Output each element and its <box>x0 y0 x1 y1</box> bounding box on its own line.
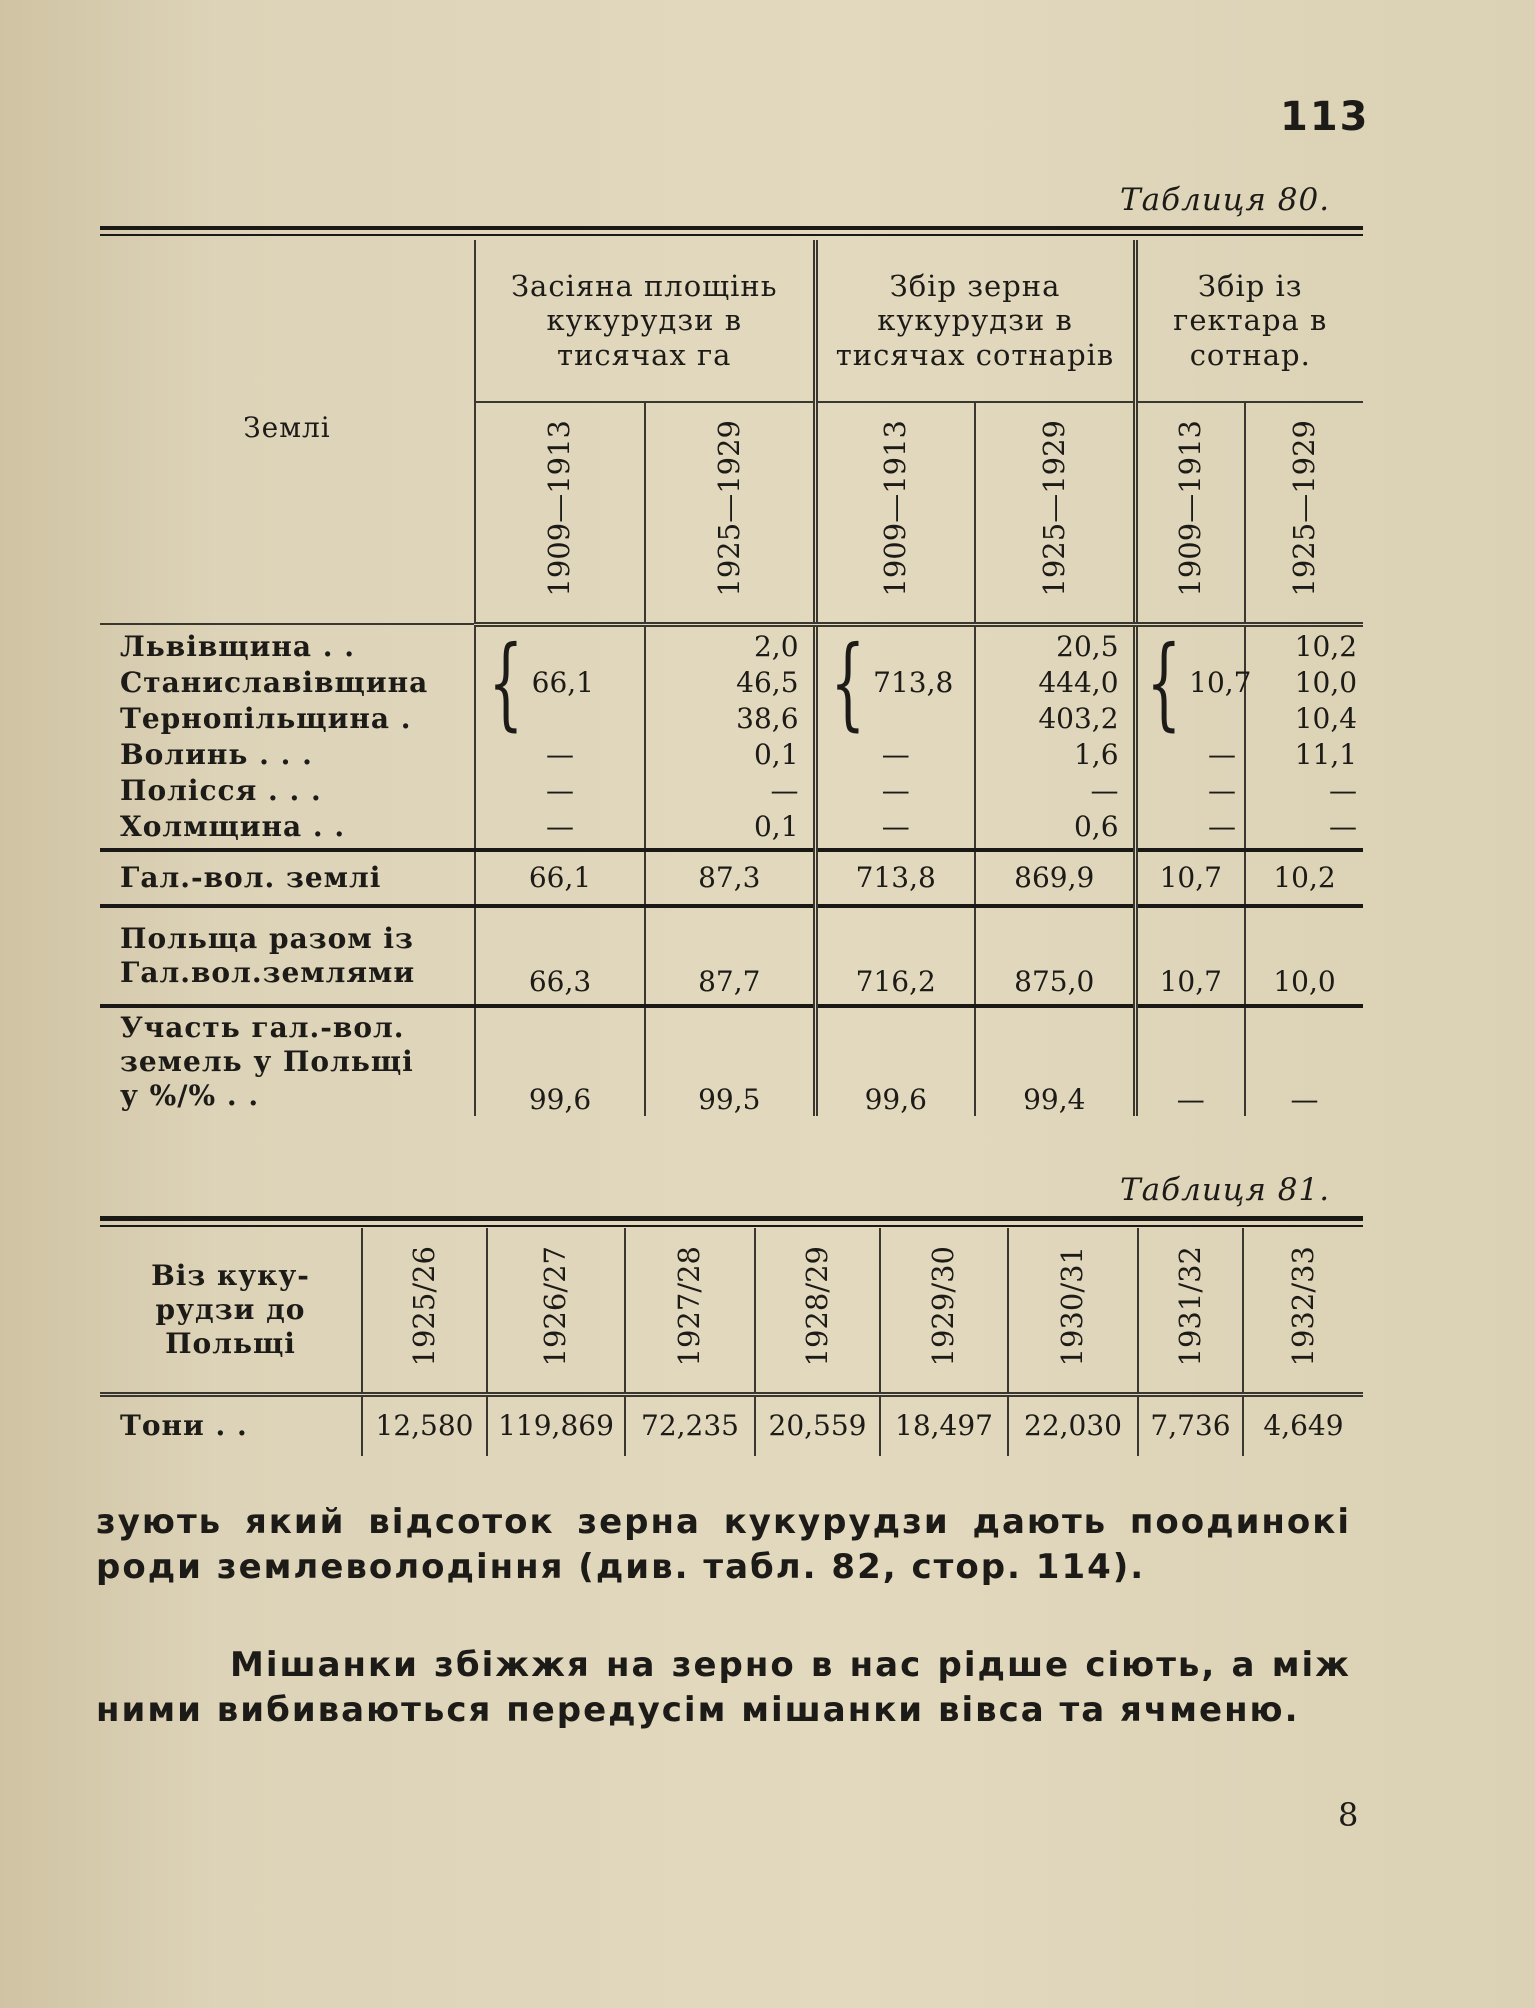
dash-value: — <box>881 810 910 844</box>
table-80-top-rule <box>100 226 1363 230</box>
row-label: Польща разом із <box>120 922 414 955</box>
region-polissia: Полісся . . . <box>120 773 322 807</box>
year-header: 1925/26 <box>406 1246 441 1367</box>
value-cell: 99,5 <box>645 1006 815 1116</box>
value-cell: 869,9 <box>975 850 1135 906</box>
value-cell: 713,8 <box>815 850 975 906</box>
harvest-value: — <box>1090 774 1119 808</box>
value-cell: 22,030 <box>1008 1394 1138 1456</box>
yield-value: 10,4 <box>1294 702 1358 736</box>
dash-value: — <box>881 774 910 808</box>
value-cell: — <box>1245 1006 1363 1116</box>
row-header: Віз куку- <box>151 1258 310 1292</box>
area-value: 0,1 <box>753 738 799 772</box>
row-label: Гал.вол.землями <box>120 956 416 989</box>
harvest-1925-cell <box>975 624 1135 850</box>
body-paragraph-1: зують який відсоток зерна кукурудзи дають поодинокі роди землеволодіння (див. табл. 82, стор. 114). <box>96 1502 1351 1587</box>
area-1909-cell <box>475 624 645 850</box>
dash-value: — <box>1208 774 1237 808</box>
corner-label-lands: Землі <box>243 411 331 444</box>
group-header-yield: Збір із гектара в сотнар. <box>1135 240 1363 402</box>
row-label: Гал.-вол. землі <box>120 861 382 895</box>
table-81 <box>100 1228 1363 1456</box>
group-header-area: Засіяна площінь кукурудзи в тисячах га <box>475 240 815 402</box>
value-cell: 10,0 <box>1245 906 1363 1006</box>
area-value: 46,5 <box>736 666 799 700</box>
brace-icon: { <box>488 624 524 742</box>
year-header: 1932/33 <box>1285 1246 1320 1367</box>
row-header: рудзи до <box>155 1292 306 1326</box>
dash-value: — <box>1208 738 1237 772</box>
year-header: 1930/31 <box>1055 1246 1090 1367</box>
value-cell: 716,2 <box>815 906 975 1006</box>
harvest-value: 444,0 <box>1038 666 1119 700</box>
area-value: 2,0 <box>753 630 799 664</box>
value-cell: 99,6 <box>475 1006 645 1116</box>
area-1925-cell <box>645 624 815 850</box>
body-paragraph-2: Мішанки збіжжя на зерно в нас рідше сіють, а між ними вибиваються передусім мішанки вівса та ячменю. <box>96 1645 1351 1730</box>
value-cell: 99,4 <box>975 1006 1135 1116</box>
table-row-tons <box>100 1394 1363 1456</box>
table-row-poland-total <box>100 906 1363 1006</box>
row-label-tons: Тони . . <box>120 1409 248 1443</box>
yield-value: 10,0 <box>1294 666 1358 700</box>
yield-value: — <box>1329 810 1358 844</box>
row-label: у %/% . . <box>120 1079 260 1112</box>
table-row-share <box>100 1006 1363 1116</box>
value-cell: 10,2 <box>1245 850 1363 906</box>
yield-value: 11,1 <box>1294 738 1358 772</box>
value-cell: 20,559 <box>755 1394 880 1456</box>
yield-value: 10,2 <box>1294 630 1358 664</box>
year-header: 1927/28 <box>672 1246 707 1367</box>
dash-value: — <box>881 738 910 772</box>
year-header: 1931/32 <box>1172 1246 1207 1367</box>
year-header: 1929/30 <box>926 1246 961 1367</box>
period-header: 1925—1929 <box>1036 420 1071 598</box>
value-cell: 119,869 <box>487 1394 625 1456</box>
brace-icon: { <box>829 624 865 742</box>
harvest-value: 403,2 <box>1038 702 1119 736</box>
area-value: — <box>770 774 799 808</box>
area-value: 0,1 <box>753 810 799 844</box>
page-number: 113 <box>1280 94 1370 140</box>
dash-value: — <box>546 810 574 844</box>
group-header-harvest: Збір зерна кукурудзи в тисячах сотнарів <box>815 240 1135 402</box>
value-cell: 4,649 <box>1243 1394 1363 1456</box>
table-80-top-rule-thin <box>100 234 1363 236</box>
value-cell: 12,580 <box>362 1394 487 1456</box>
value-cell: 99,6 <box>815 1006 975 1116</box>
yield-1925-cell <box>1245 624 1363 850</box>
value-cell: 10,7 <box>1135 906 1245 1006</box>
value-cell: 10,7 <box>1135 850 1245 906</box>
year-header: 1928/29 <box>799 1246 834 1367</box>
year-header: 1926/27 <box>538 1246 573 1367</box>
region-names <box>100 624 475 850</box>
area-value: 38,6 <box>736 702 799 736</box>
yield-1909-combined: 10,7 <box>1189 666 1252 700</box>
period-header: 1909—1913 <box>542 420 577 598</box>
harvest-1909-combined: 713,8 <box>873 666 954 700</box>
value-cell: 87,7 <box>645 906 815 1006</box>
value-cell: 66,1 <box>475 850 645 906</box>
region-ternopil: Тернопільщина . <box>120 701 412 735</box>
row-header: Польщі <box>165 1326 296 1360</box>
dash-value: — <box>1208 810 1237 844</box>
value-cell: 875,0 <box>975 906 1135 1006</box>
table-81-top-rule-thin <box>100 1225 1363 1227</box>
value-cell: 18,497 <box>880 1394 1008 1456</box>
region-kholm: Холмщина . . <box>120 809 346 843</box>
harvest-value: 20,5 <box>1056 630 1119 664</box>
yield-value: — <box>1329 774 1358 808</box>
value-cell: 87,3 <box>645 850 815 906</box>
harvest-value: 0,6 <box>1073 810 1119 844</box>
value-cell: 66,3 <box>475 906 645 1006</box>
value-cell: — <box>1135 1006 1245 1116</box>
period-header: 1925—1929 <box>1287 420 1321 598</box>
period-header: 1909—1913 <box>878 420 913 598</box>
harvest-1909-cell <box>815 624 975 850</box>
period-header: 1925—1929 <box>711 420 746 598</box>
region-lviv: Львівщина . . <box>120 629 356 663</box>
region-stanyslaviv: Станиславівщина <box>120 665 429 699</box>
value-cell: 72,235 <box>625 1394 755 1456</box>
row-label: Участь гал.-вол. <box>120 1011 405 1044</box>
dash-value: — <box>546 774 574 808</box>
table-81-caption: Таблиця 81. <box>1120 1172 1331 1208</box>
yield-1909-cell <box>1135 624 1252 850</box>
table-80-caption: Таблиця 80. <box>1120 182 1331 218</box>
row-label: земель у Польщі <box>120 1045 414 1078</box>
table-81-top-rule <box>100 1216 1363 1221</box>
dash-value: — <box>546 738 574 772</box>
harvest-value: 1,6 <box>1073 738 1119 772</box>
area-1909-combined: 66,1 <box>531 666 594 700</box>
region-volyn: Волинь . . . <box>120 737 313 771</box>
value-cell: 7,736 <box>1138 1394 1243 1456</box>
period-header: 1909—1913 <box>1173 420 1208 598</box>
table-80 <box>100 240 1363 1116</box>
brace-icon: { <box>1145 624 1181 742</box>
signature-mark: 8 <box>1338 1796 1359 1834</box>
table-row-galician-volhynian <box>100 850 1363 906</box>
